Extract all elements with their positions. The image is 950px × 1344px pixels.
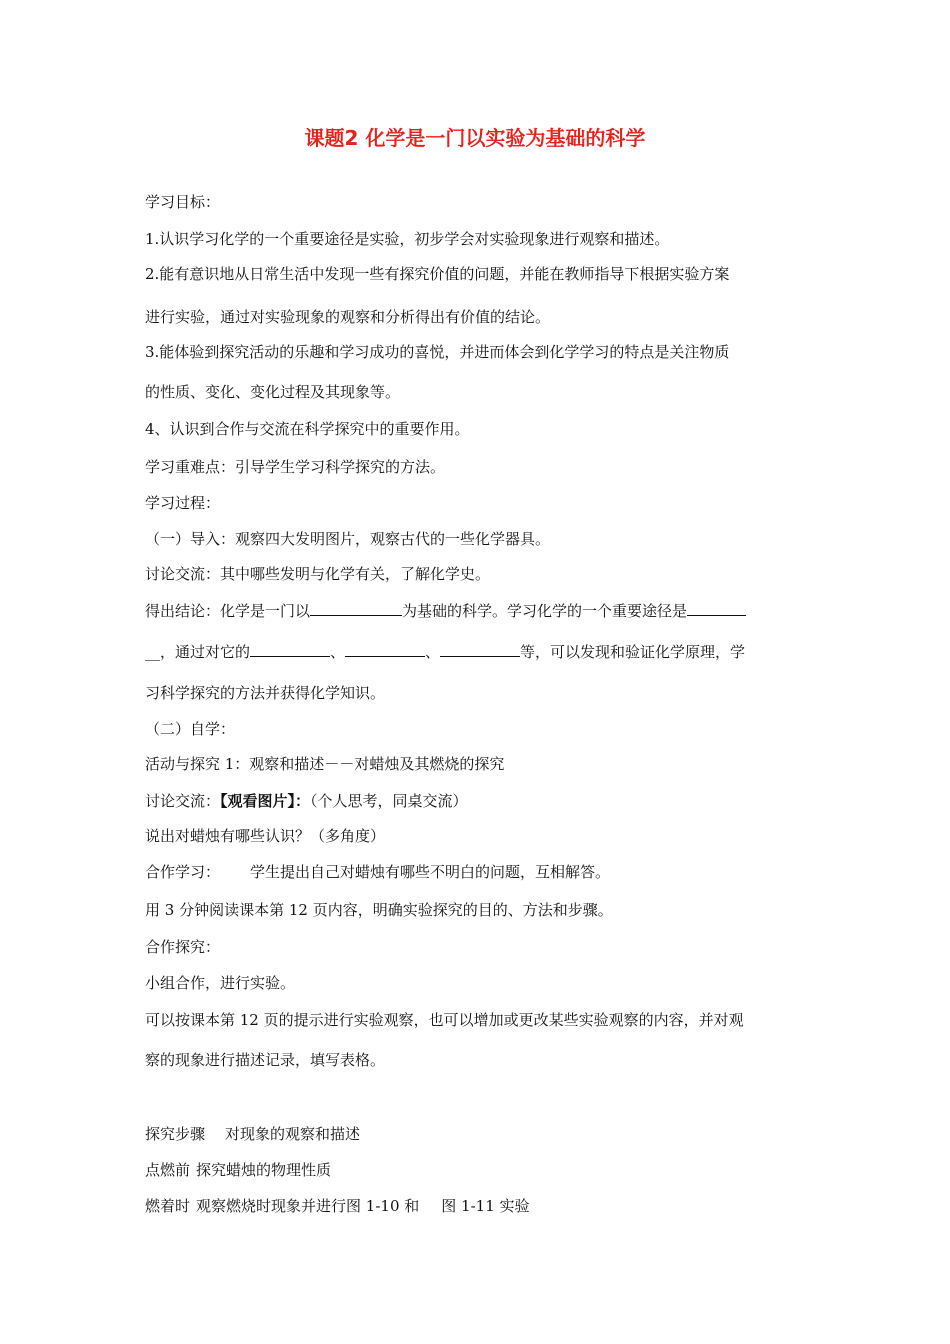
say-prompt: 说出对蜡烛有哪些认识？（多角度）	[145, 827, 386, 845]
instructions-line1: 可以按课本第 12 页的提示进行实验观察，也可以增加或更改某些实验观察的内容，并对观	[145, 1011, 744, 1029]
conclusion-text-1: 得出结论：化学是一门以	[145, 602, 311, 620]
activity-1: 活动与探究 1：观察和描述－－对蜡烛及其燃烧的探究	[145, 755, 505, 773]
key-points: 学习重难点：引导学生学习科学探究的方法。	[145, 458, 446, 476]
discussion-2-rest: （个人思考，同桌交流）	[310, 792, 468, 810]
process-heading: 学习过程：	[145, 494, 221, 512]
coop-learning-label: 合作学习：	[145, 863, 221, 881]
table-row-2-step: 燃着时	[145, 1197, 191, 1215]
fill-blank-4[interactable]	[345, 642, 425, 657]
conclusion-line3: 习科学探究的方法并获得化学知识。	[145, 684, 386, 702]
conclusion-text-2: 为基础的科学。学习化学的一个重要途径是	[402, 602, 688, 620]
table-row-1	[145, 1160, 810, 1180]
discussion: 讨论交流：其中哪些发明与化学有关，了解化学史。	[145, 565, 491, 583]
fill-blank-2[interactable]	[687, 601, 746, 616]
conclusion-line1	[145, 601, 810, 621]
separator-2: 、	[425, 643, 441, 661]
conclusion-line2	[145, 642, 810, 662]
table-header-desc: 对现象的观察和描述	[225, 1125, 361, 1143]
discussion-2	[145, 791, 810, 811]
table-row-1-step: 点燃前	[145, 1161, 191, 1179]
part1-intro: （一）导入：观察四大发明图片，观察古代的一些化学器具。	[145, 530, 551, 548]
group-work: 小组合作，进行实验。	[145, 974, 296, 992]
table-header	[145, 1124, 810, 1144]
instructions-line2: 察的现象进行描述记录，填写表格。	[145, 1051, 386, 1069]
coop-learning	[145, 862, 810, 882]
coop-learning-text: 学生提出自己对蜡烛有哪些不明白的问题，互相解答。	[250, 863, 611, 881]
table-header-step: 探究步骤	[145, 1125, 206, 1143]
objectives-heading: 学习目标：	[145, 193, 221, 211]
fill-blank-1[interactable]	[310, 601, 402, 616]
page-title: 课题2 化学是一门以实验为基础的科学	[304, 126, 646, 150]
table-row-1-desc: 探究蜡烛的物理性质	[196, 1161, 332, 1179]
coop-explore: 合作探究：	[145, 938, 221, 956]
conclusion-text-4: 等，可以发现和验证化学原理，学	[520, 643, 746, 661]
objective-2-line2: 进行实验，通过对实验现象的观察和分析得出有价值的结论。	[145, 308, 551, 326]
discussion-2-label: 讨论交流：	[145, 792, 221, 810]
fill-blank-3[interactable]	[250, 642, 330, 657]
separator-1: 、	[330, 643, 346, 661]
table-row-2-desc-a: 观察燃烧时现象并进行图 1-10 和	[196, 1197, 420, 1215]
objective-3-line1: 3.能体验到探究活动的乐趣和学习成功的喜悦，并进而体会到化学学习的特点是关注物质	[145, 343, 730, 361]
fill-blank-5[interactable]	[440, 642, 520, 657]
conclusion-text-3: __，通过对它的	[145, 643, 251, 661]
objective-2-line1: 2.能有意识地从日常生活中发现一些有探究价值的问题，并能在教师指导下根据实验方案	[145, 265, 730, 283]
table-row-2	[145, 1196, 810, 1216]
objective-4: 4、认识到合作与交流在科学探究中的重要作用。	[145, 420, 470, 438]
discussion-2-bold: 【观看图片】：	[220, 792, 311, 810]
objective-1: 1.认识学习化学的一个重要途径是实验，初步学会对实验现象进行观察和描述。	[145, 230, 670, 248]
table-row-2-desc-b: 图 1-11 实验	[441, 1197, 530, 1215]
reading-task: 用 3 分钟阅读课本第 12 页内容，明确实验探究的目的、方法和步骤。	[145, 901, 613, 919]
objective-3-line2: 的性质、变化、变化过程及其现象等。	[145, 383, 401, 401]
part2-self-study: （二）自学：	[145, 720, 236, 738]
